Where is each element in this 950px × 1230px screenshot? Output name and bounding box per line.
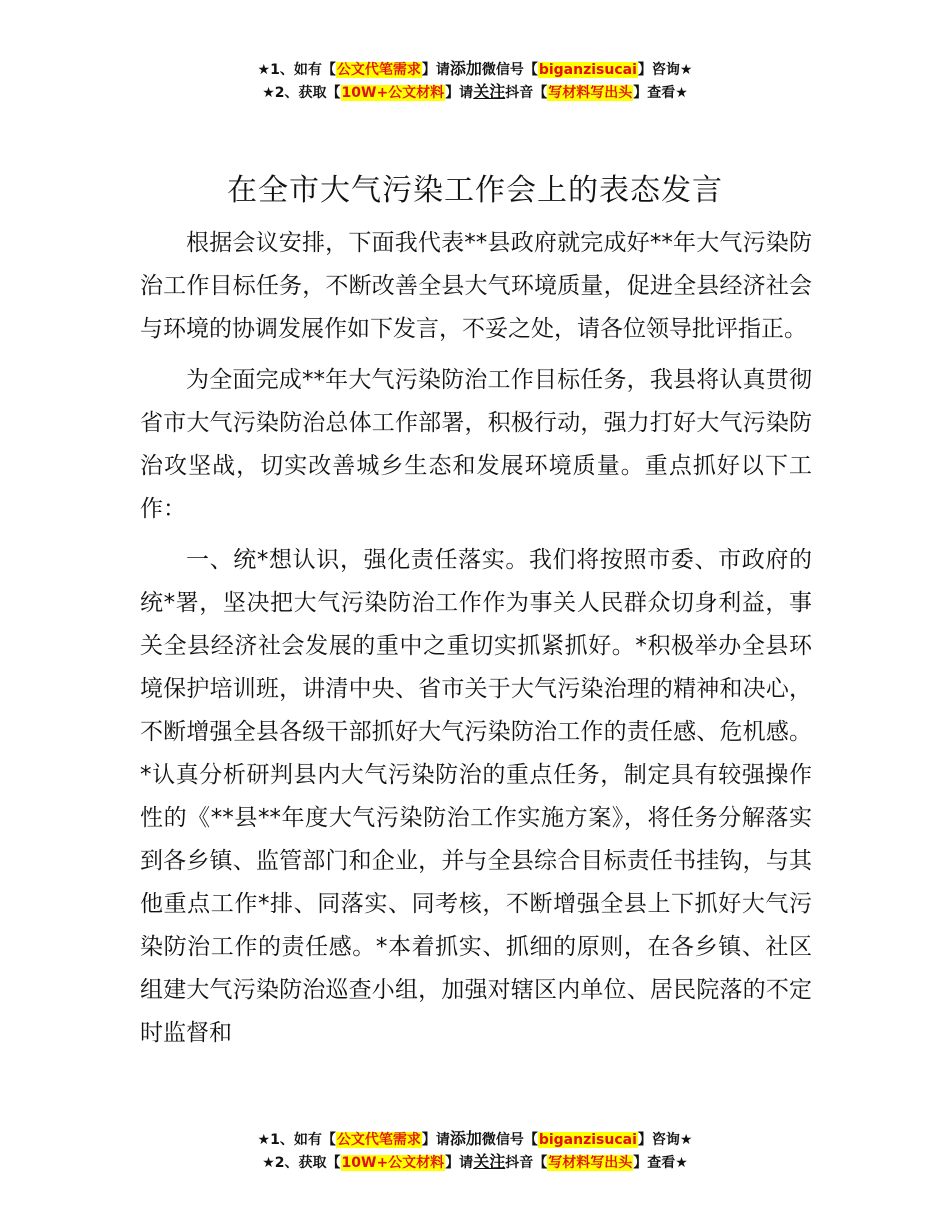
banner-text: 】请 — [445, 1155, 474, 1171]
banner-emphasis: 添加 — [449, 1129, 482, 1148]
banner-line-2 — [0, 81, 950, 104]
highlight-douyin-id: 写材料写出头 — [548, 1155, 633, 1171]
header-banner — [0, 58, 950, 104]
banner-emphasis: 添加 — [449, 59, 482, 78]
banner-text: 微信号【 — [481, 62, 538, 78]
highlight-wechat-id: biganzisucai — [538, 1132, 637, 1148]
paragraph-2: 为全面完成**年大气污染防治工作目标任务，我县将认真贯彻省市大气污染防治总体工作部署，积极行动，强力打好大气污染防治攻坚战，切实改善城乡生态和发展环境质量。重点抓好以下工作： — [140, 367, 812, 522]
banner-text: 】请 — [421, 62, 450, 78]
banner-line-1 — [0, 58, 950, 81]
banner-line-2 — [0, 1151, 950, 1174]
banner-text: 】请 — [445, 85, 474, 101]
highlight-service: 公文代笔需求 — [336, 1132, 421, 1148]
highlight-materials: 10W+公文材料 — [341, 85, 445, 101]
banner-text: 】咨询★ — [637, 1132, 693, 1148]
document-body — [140, 222, 812, 1063]
banner-text: ★1、如有【 — [257, 62, 336, 78]
banner-text: 】查看★ — [633, 85, 688, 101]
banner-text: 】查看★ — [633, 1155, 688, 1171]
banner-text: 抖音【 — [505, 85, 548, 101]
banner-emphasis: 关注 — [473, 82, 506, 101]
banner-text: 抖音【 — [505, 1155, 548, 1171]
footer-banner — [0, 1128, 950, 1174]
paragraph-3: 一、统*想认识，强化责任落实。我们将按照市委、市政府的统*署，坚决把大气污染防治工作作为事关人民群众切身利益，事关全县经济社会发展的重中之重切实抓紧抓好。*积极举办全县环境保护培训班，讲清中央、省市关于大气污染治理的精神和决心，不断增强全县各级干部抓好大气污染防治工作的责任感、危机感。*认真分析研判县内大气污染防治的重点任务，制定具有较强操作性的《**县**年度大气污染防治工作实施方案》，将任务分解落实到各乡镇、监管部门和企业，并与全县综合目标责任书挂钩，与其他重点工作*排、同落实、同考核，不断增强全县上下抓好大气污染防治工作的责任感。*本着抓实、抓细的原则，在各乡镇、社区组建大气污染防治巡查小组，加强对辖区内单位、居民院落的不定时监督和 — [140, 547, 812, 1046]
banner-emphasis: 关注 — [473, 1152, 506, 1171]
banner-text: ★2、获取【 — [262, 85, 341, 101]
paragraph-1: 根据会议安排，下面我代表**县政府就完成好**年大气污染防治工作目标任务，不断改善全县大气环境质量，促进全县经济社会与环境的协调发展作如下发言，不妥之处，请各位领导批评指正。 — [140, 230, 812, 342]
banner-text: 微信号【 — [481, 1132, 538, 1148]
banner-text: ★2、获取【 — [262, 1155, 341, 1171]
highlight-douyin-id: 写材料写出头 — [548, 85, 633, 101]
banner-line-1 — [0, 1128, 950, 1151]
banner-text: ★1、如有【 — [257, 1132, 336, 1148]
highlight-wechat-id: biganzisucai — [538, 62, 637, 78]
banner-text: 】咨询★ — [637, 62, 693, 78]
document-title: 在全市大气污染工作会上的表态发言 — [227, 173, 723, 208]
highlight-service: 公文代笔需求 — [336, 62, 421, 78]
banner-text: 】请 — [421, 1132, 450, 1148]
highlight-materials: 10W+公文材料 — [341, 1155, 445, 1171]
